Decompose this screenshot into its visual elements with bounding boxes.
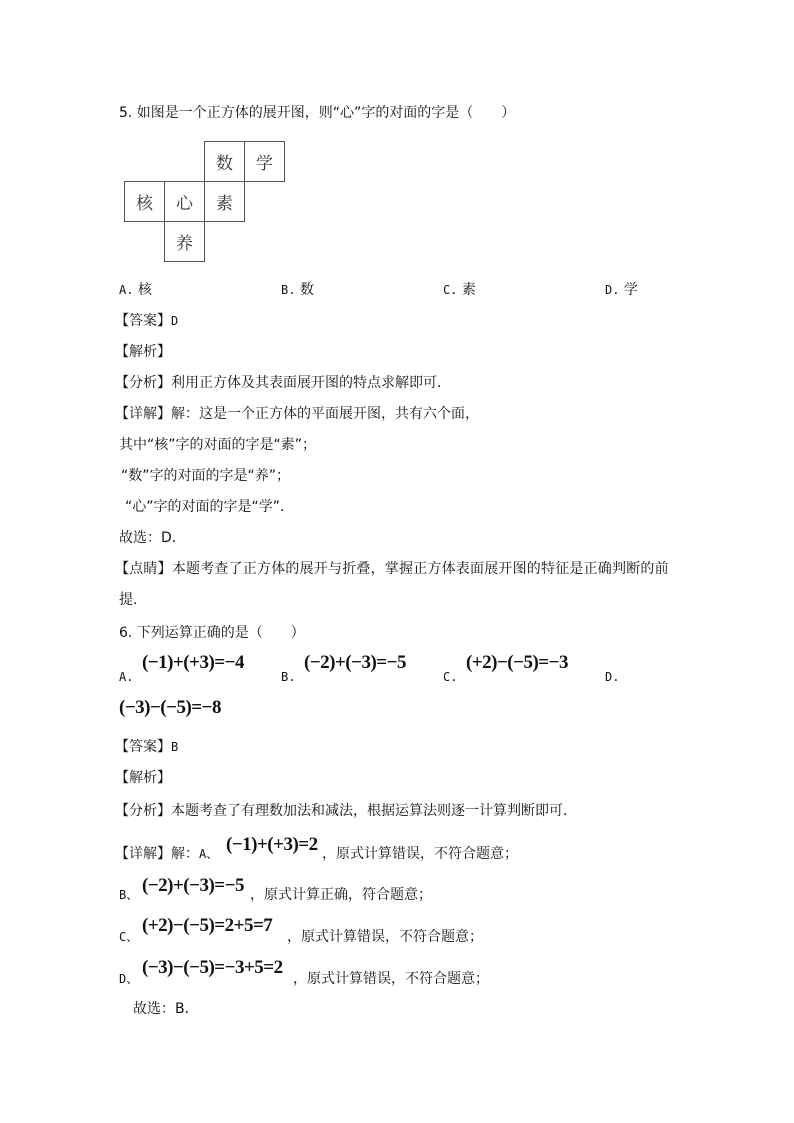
q5-detail-line-3: “数”字的对面的字是“养”； <box>121 468 291 484</box>
q6-fenxi: 【分析】本题考查了有理数加法和减法，根据运算法则逐一计算判断即可． <box>115 803 577 819</box>
q6-answer: 【答案】B <box>115 739 179 755</box>
q5-dianjing-cont: 提． <box>119 592 147 608</box>
option-b[interactable]: B. 数 <box>281 282 314 298</box>
option-a[interactable]: A. <box>119 670 134 684</box>
q5-fenxi: 【分析】利用正方体及其表面展开图的特点求解即可． <box>115 375 451 391</box>
option-c-expression: (+2)−(−5)=−3 <box>466 652 568 673</box>
detail-a-comment: ，原式计算错误，不符合题意； <box>322 846 518 862</box>
option-a[interactable]: A. 核 <box>119 282 152 298</box>
option-b[interactable]: B. <box>281 670 296 684</box>
option-b-expression: (−2)+(−3)=−5 <box>304 652 406 673</box>
detail-a-expression: (−1)+(+3)=2 <box>226 834 318 855</box>
q6-detail-a: 【详解】解：A、 <box>115 846 219 862</box>
net-cell-he: 核 <box>124 181 165 222</box>
detail-d-comment: ，原式计算错误，不符合题意； <box>293 971 489 987</box>
q5-detail-line-1: 【详解】解：这是一个正方体的平面展开图，共有六个面， <box>115 406 479 422</box>
q6-conclusion: 故选：B． <box>133 1001 199 1017</box>
option-d-expression: (−3)−(−5)=−8 <box>119 697 221 718</box>
q5-detail-line-2: 其中“核”字的对面的字是“素”； <box>119 437 317 453</box>
detail-c-expression: (+2)−(−5)=2+5=7 <box>142 915 273 936</box>
q6-detail-c: C、 <box>119 930 139 944</box>
net-cell-xue: 学 <box>244 141 285 182</box>
q6-detail-b: B、 <box>119 888 139 902</box>
net-cell-yang: 养 <box>164 221 205 262</box>
q5-detail-line-4: “心”字的对面的字是“学”． <box>125 499 295 515</box>
option-c[interactable]: C. 素 <box>443 282 476 298</box>
detail-b-expression: (−2)+(−3)=−5 <box>142 875 244 896</box>
detail-d-expression: (−3)−(−5)=−3+5=2 <box>142 957 283 978</box>
net-cell-shu: 数 <box>204 141 245 182</box>
option-a-expression: (−1)+(+3)=−4 <box>142 652 244 673</box>
q5-answer: 【答案】D <box>115 313 179 329</box>
q5-dianjing: 【点睛】本题考查了正方体的展开与折叠，掌握正方体表面展开图的特征是正确判断的前 <box>115 561 669 577</box>
question-6-stem: 6. 下列运算正确的是（ ） <box>119 625 305 641</box>
cube-net-figure <box>124 141 284 261</box>
option-c[interactable]: C. <box>443 670 458 684</box>
q5-conclusion: 故选：D． <box>119 530 186 546</box>
detail-c-comment: ，原式计算错误，不符合题意； <box>287 929 483 945</box>
question-5-stem: 5. 如图是一个正方体的展开图，则“心”字的对面的字是（ ） <box>119 105 516 121</box>
q6-analysis-heading: 【解析】 <box>115 770 171 786</box>
q6-detail-d: D、 <box>119 972 139 986</box>
option-d[interactable]: D. <box>605 670 620 684</box>
net-cell-su: 素 <box>204 181 245 222</box>
net-cell-xin: 心 <box>164 181 205 222</box>
q5-analysis-heading: 【解析】 <box>115 344 171 360</box>
detail-b-comment: ，原式计算正确，符合题意； <box>250 887 432 903</box>
option-d[interactable]: D. 学 <box>605 282 638 298</box>
